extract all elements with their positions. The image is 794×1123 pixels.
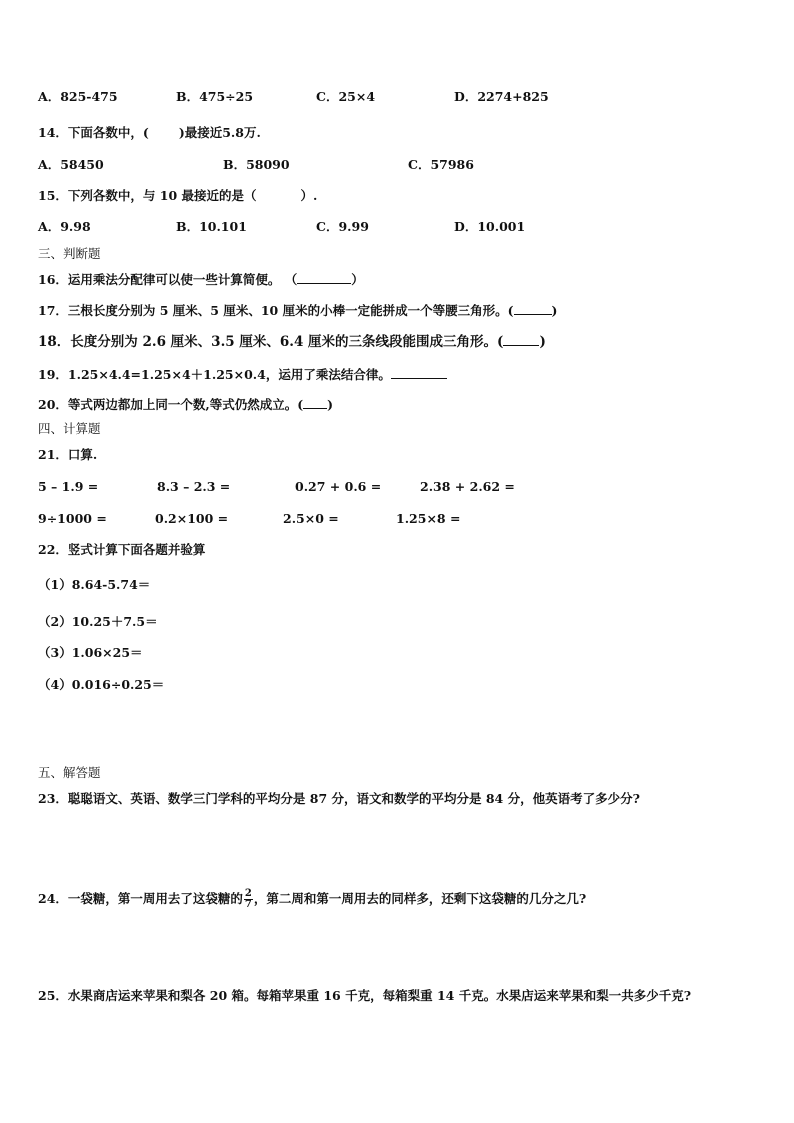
q13-option-d: D．2274+825: [454, 89, 549, 104]
q13-option-a: A．825-475: [38, 89, 118, 104]
q17-answer-blank[interactable]: [514, 302, 552, 315]
q13-option-c: C．25×4: [316, 89, 376, 104]
q21-item-2: 8.3 – 2.3 =: [157, 479, 231, 494]
q19: [38, 366, 447, 383]
q18-close: ): [539, 334, 546, 350]
q22-item-4: （4）0.016÷0.25＝: [38, 677, 165, 692]
q24-text-post: ，第二周和第一周用去的同样多，还剩下这袋糖的几分之几?: [253, 891, 587, 906]
q24-fraction-numerator: 2: [244, 888, 252, 899]
q16-answer-blank[interactable]: [297, 271, 351, 284]
q14-option-a: A．58450: [38, 157, 104, 172]
q20-answer-blank[interactable]: [303, 396, 327, 409]
section-3-heading: 三、判断题: [38, 246, 101, 261]
q14-text-pre: 14．下面各数中，(: [38, 125, 149, 140]
q16-text: 16．运用乘法分配律可以使一些计算简便。 （: [38, 272, 298, 287]
q18: [38, 333, 546, 350]
q21-item-5: 9÷1000 =: [38, 511, 107, 526]
q15-option-c: C．9.99: [316, 219, 369, 234]
q14-option-b: B．58090: [223, 157, 290, 172]
q21-item-1: 5 – 1.9 =: [38, 479, 99, 494]
q24: [38, 889, 586, 910]
q25: 25．水果商店运来苹果和梨各 20 箱。每箱苹果重 16 千克，每箱梨重 14 千克。水果店运来苹果和梨一共多少千克?: [38, 988, 692, 1003]
q18-answer-blank[interactable]: [503, 333, 539, 346]
q17-close: ): [551, 303, 558, 318]
q23: 23．聪聪语文、英语、数学三门学科的平均分是 87 分，语文和数学的平均分是 84 分，他英语考了多少分?: [38, 791, 640, 806]
q15-option-b: B．10.101: [176, 219, 247, 234]
q21-item-3: 0.27 + 0.6 =: [295, 479, 382, 494]
q21-item-4: 2.38 + 2.62 =: [420, 479, 515, 494]
q15-text-post: ）.: [300, 188, 318, 203]
q14-option-c: C．57986: [408, 157, 474, 172]
q24-fraction-denominator: 7: [244, 899, 252, 910]
q13-option-b: B．475÷25: [176, 89, 254, 104]
section-4-heading: 四、计算题: [38, 421, 101, 436]
q17: [38, 302, 557, 319]
q15-option-a: A．9.98: [38, 219, 91, 234]
section-5-heading: 五、解答题: [38, 765, 101, 780]
q22-item-3: （3）1.06×25＝: [38, 645, 143, 660]
q16-close: ）: [351, 272, 364, 287]
q21-item-8: 1.25×8 =: [396, 511, 461, 526]
q21-item-6: 0.2×100 =: [155, 511, 229, 526]
q17-text: 17．三根长度分别为 5 厘米、5 厘米、10 厘米的小棒一定能拼成一个等腰三角形。(: [38, 303, 514, 318]
q14-stem: [38, 125, 261, 141]
q19-text: 19．1.25×4.4=1.25×4＋1.25×0.4，运用了乘法结合律。: [38, 367, 391, 382]
q15-text-pre: 15．下列各数中，与 10 最接近的是（: [38, 188, 257, 203]
q18-text: 18．长度分别为 2.6 厘米、3.5 厘米、6.4 厘米的三条线段能围成三角形。(: [38, 334, 504, 350]
q21-title: 21．口算.: [38, 447, 98, 462]
q20-close: ): [327, 397, 334, 412]
q24-fraction: [244, 889, 253, 910]
q24-text-pre: 24．一袋糖，第一周用去了这袋糖的: [38, 891, 243, 906]
q15-stem: [38, 188, 317, 204]
q20-text: 20．等式两边都加上同一个数,等式仍然成立。(: [38, 397, 304, 412]
q15-option-d: D．10.001: [454, 219, 526, 234]
q14-text-post: )最接近5.8万.: [178, 125, 261, 140]
q22-item-2: （2）10.25＋7.5＝: [38, 614, 158, 629]
q16: [38, 271, 364, 288]
q22-item-1: （1）8.64-5.74＝: [38, 577, 151, 592]
q22-title: 22．竖式计算下面各题并验算: [38, 542, 206, 557]
q19-answer-blank[interactable]: [391, 366, 447, 379]
q21-item-7: 2.5×0 =: [283, 511, 339, 526]
q20: [38, 396, 333, 413]
